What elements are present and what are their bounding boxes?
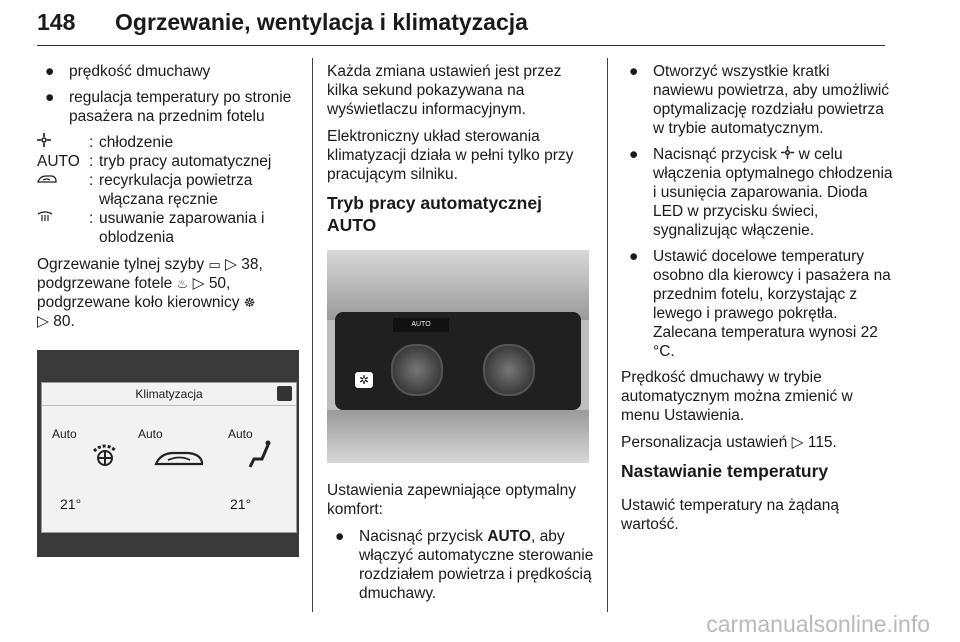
list-item: ● Nacisnąć przycisk w celu włączenia optymalnego chłodzenia i usunięcia zaparowania. Dioda LED w przycisku świeci, sygnalizując włączenie.: [629, 146, 893, 239]
reference-arrow-icon: ▷: [192, 275, 205, 292]
paragraph: Ogrzewanie tylnej szyby ▭ ▷ 38, podgrzewane fotele ♨ ▷ 50, podgrzewane koło kierownicy ☸ ▷ 80.: [37, 256, 263, 330]
column-divider: [607, 58, 608, 612]
auto-label: AUTO: [37, 153, 80, 170]
cooling-button: ✲: [355, 372, 373, 388]
rear-window-heating-icon: ▭: [208, 257, 221, 272]
control-panel-image: [327, 250, 589, 463]
list-item: ● prędkość dmuchawy: [45, 63, 211, 80]
defrost-icon: [37, 209, 85, 228]
temperature-right: 21°: [230, 496, 252, 512]
legend-row-defrost: : usuwanie zaparowania i oblodzenia: [37, 209, 299, 247]
section-heading: Nastawianie temperatury: [621, 461, 829, 481]
reference-arrow-icon: ▷: [791, 434, 804, 451]
legend-row-recirculation: : recyrkulacja powietrza włączana ręcznie: [37, 171, 299, 209]
info-display: [41, 382, 297, 533]
column-2: [327, 62, 595, 610]
seat-airflow-icon: [244, 439, 274, 471]
reference-arrow-icon: ▷: [37, 313, 49, 330]
fan-icon: [781, 146, 798, 163]
auto-label: Auto: [52, 427, 77, 441]
paragraph: Elektroniczny układ sterowania klimatyzacji działa w pełni tylko przy pracującym silniku.: [327, 128, 574, 183]
display-title: Klimatyzacja: [42, 383, 296, 406]
seat-heating-icon: ♨: [176, 276, 189, 291]
column-divider: [312, 58, 313, 612]
paragraph: Prędkość dmuchawy w trybie automatycznym można zmienić w menu Ustawienia.: [621, 369, 853, 424]
paragraph: Każda zmiana ustawień jest przez kilka sekund pokazywana na wyświetlaczu informacyjnym.: [327, 63, 562, 118]
column-3: [621, 62, 893, 542]
page-title: Ogrzewanie, wentylacja i klimatyzacja: [115, 9, 528, 35]
paragraph: Personalizacja ustawień ▷ 115.: [621, 434, 837, 451]
page-header: [37, 7, 885, 46]
section-heading: Tryb pracy automatycznej AUTO: [327, 193, 542, 235]
list-item: ● Nacisnąć przycisk AUTO, aby włączyć automatyczne sterowanie rozdziałem powietrza i prędkością dmuchawy.: [335, 528, 594, 602]
list-item: ● Ustawić docelowe temperatury osobno dla kierowcy i pasażera na przednim fotelu, korzystając z lewego i prawego pokrętła. Zalecana temperatura wynosi 22 °C.: [629, 248, 891, 360]
legend-row-cooling: : chłodzenie: [37, 133, 299, 152]
column-1: [37, 62, 299, 557]
watermark: carmanualsonline.info: [706, 611, 930, 637]
car-airflow-icon: [154, 447, 204, 469]
auto-label: Auto: [138, 427, 163, 441]
recirculation-icon: [37, 171, 85, 190]
legend-row-auto: AUTO : tryb pracy automatycznej: [37, 153, 272, 170]
settings-icon: [277, 386, 292, 401]
fan-speed-icon: [90, 441, 120, 471]
page-number: 148: [37, 9, 76, 35]
temperature-left: 21°: [60, 496, 82, 512]
heated-steering-wheel-icon: ☸: [243, 295, 256, 310]
auto-label: Auto: [228, 427, 253, 441]
paragraph: Ustawienia zapewniające optymalny komfort:: [327, 482, 576, 518]
fan-icon: [37, 133, 85, 152]
climate-display-image: [37, 350, 299, 557]
right-temperature-knob: [483, 344, 535, 396]
reference-arrow-icon: ▷: [225, 256, 237, 273]
paragraph: Ustawić temperatury na żądaną wartość.: [621, 497, 839, 533]
list-item: ● Otworzyć wszystkie kratki nawiewu powietrza, aby umożliwić optymalizację rozdziału powietrza w trybie automatycznym.: [629, 63, 890, 137]
left-temperature-knob: [391, 344, 443, 396]
auto-button: AUTO: [393, 318, 449, 332]
list-item: ● regulacja temperatury po stronie pasażera na przednim fotelu: [45, 89, 292, 125]
